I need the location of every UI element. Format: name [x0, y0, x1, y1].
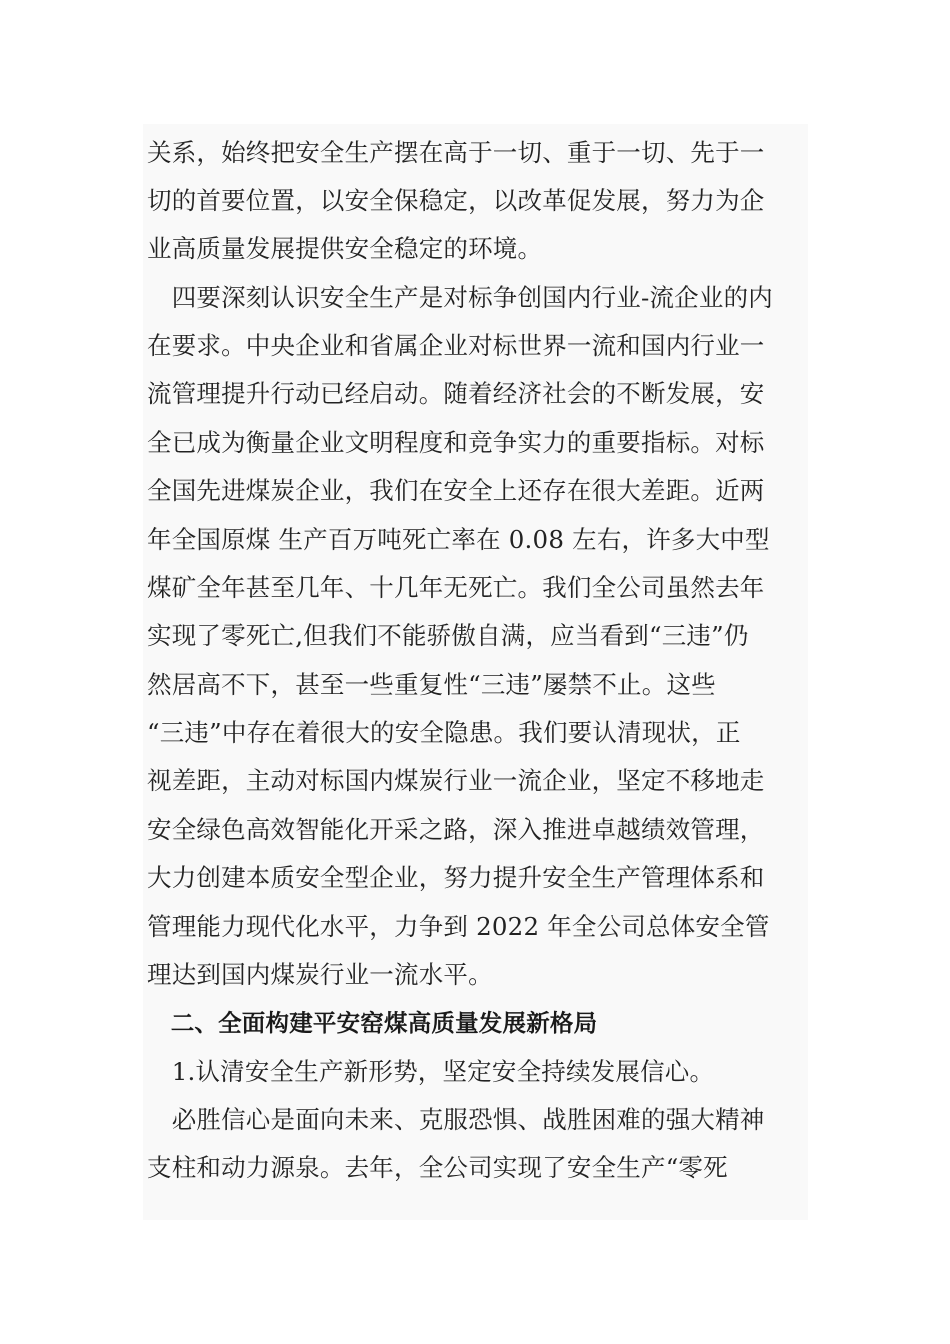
text-line: 安全绿色高效智能化开采之路，深入推进卓越绩效管理，	[147, 815, 765, 844]
text-line: 切的首要位置，以安全保稳定，以改革促发展，努力为企	[147, 186, 765, 215]
section-heading: 二、全面构建平安窑煤高质量发展新格局	[147, 1009, 598, 1037]
document-text-block	[143, 124, 808, 1220]
text-line: 理达到国内煤炭行业一流水平。	[147, 960, 493, 989]
text-line: 视差距，主动对标国内煤炭行业一流企业，坚定不移地走	[147, 766, 765, 795]
text-line: 全国先进煤炭企业，我们在安全上还存在很大差距。近两	[147, 476, 765, 505]
text-line: 年全国原煤 生产百万吨死亡率在 0.08 左右，许多大中型	[147, 525, 770, 554]
text-line: 管理能力现代化水平，力争到 2022 年全公司总体安全管	[147, 912, 770, 941]
text-line: 在要求。中央企业和省属企业对标世界一流和国内行业一	[147, 331, 765, 360]
text-line: “三违”中存在着很大的安全隐患。我们要认清现状，正	[147, 718, 741, 747]
text-line: 支柱和动力源泉。去年，全公司实现了安全生产“零死	[147, 1153, 728, 1182]
text-line: 大力创建本质安全型企业，努力提升安全生产管理体系和	[147, 863, 765, 892]
text-line: 关系，始终把安全生产摆在高于一切、重于一切、先于一	[147, 138, 765, 167]
text-line: 流管理提升行动已经启动。随着经济社会的不断发展，安	[147, 379, 765, 408]
text-line: 业高质量发展提供安全稳定的环境。	[147, 234, 543, 263]
subsection-heading: 1.认清安全生产新形势，坚定安全持续发展信心。	[147, 1057, 715, 1086]
paragraph-start-line: 四要深刻认识安全生产是对标争创国内行业-流企业的内	[147, 283, 773, 312]
paragraph-start-line: 必胜信心是面向未来、克服恐惧、战胜困难的强大精神	[147, 1105, 765, 1134]
text-line: 实现了零死亡,但我们不能骄傲自满，应当看到“三违”仍	[147, 621, 749, 650]
text-line: 煤矿全年甚至几年、十几年无死亡。我们全公司虽然去年	[147, 573, 765, 602]
text-line: 然居高不下，甚至一些重复性“三违”屡禁不止。这些	[147, 670, 716, 699]
text-line: 全已成为衡量企业文明程度和竞争实力的重要指标。对标	[147, 428, 765, 457]
